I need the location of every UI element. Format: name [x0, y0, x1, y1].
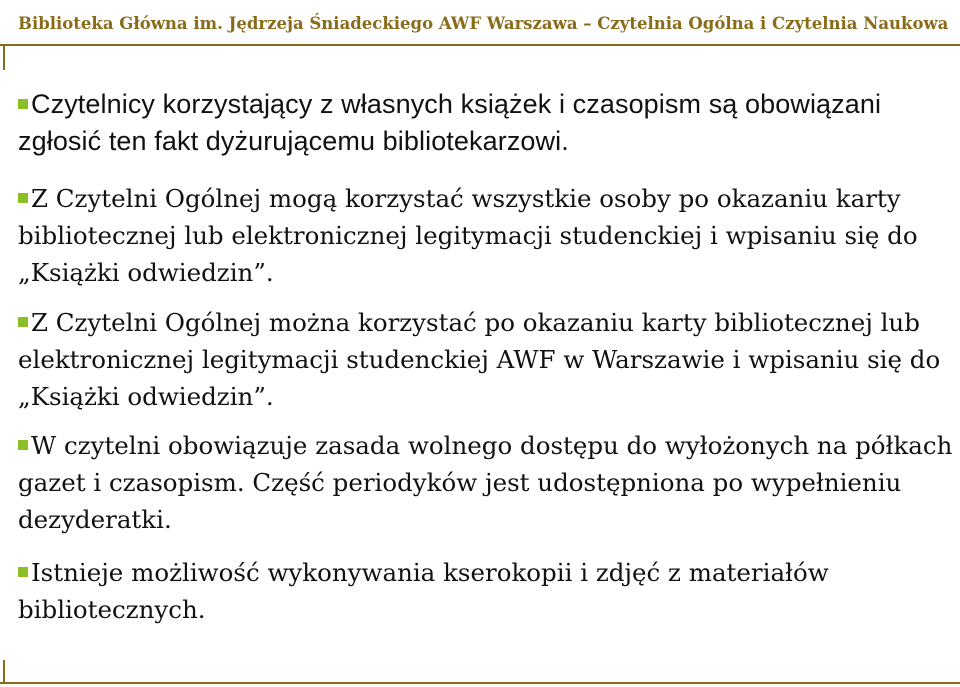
- list-item-text: Z Czytelni Ogólnej można korzystać po okazaniu karty bibliotecznej lub elektronicznej legitymacji studenckiej AWF w Warszawie i wpisaniu się do „Książki odwiedzin”.: [18, 308, 941, 411]
- slide-header: [0, 0, 960, 70]
- list-item: [18, 180, 953, 291]
- square-bullet-icon: [18, 317, 28, 327]
- list-item-text: Z Czytelni Ogólnej mogą korzystać wszystkie osoby po okazaniu karty bibliotecznej lub elektronicznej legitymacji studenckiej i wpisaniu się do „Książki odwiedzin”.: [18, 184, 918, 287]
- header-divider: [0, 44, 960, 46]
- footer-left-accent: [3, 660, 5, 684]
- header-left-accent: [3, 44, 5, 70]
- list-item: [18, 304, 953, 415]
- list-item-text: W czytelni obowiązuje zasada wolnego dostępu do wyłożonych na półkach gazet i czasopism. Część periodyków jest udostępniona po wypełnieniu dezyderatki.: [18, 431, 953, 534]
- square-bullet-icon: [18, 99, 28, 109]
- list-item-text: Czytelnicy korzystający z własnych książek i czasopism są obowiązani zgłosić ten fakt dyżurującemu bibliotekarzowi.: [18, 89, 882, 156]
- footer-divider: [0, 682, 960, 684]
- list-item-text: Istnieje możliwość wykonywania kserokopii i zdjęć z materiałów bibliotecznych.: [18, 558, 829, 624]
- square-bullet-icon: [18, 193, 28, 203]
- list-item: [18, 554, 953, 628]
- list-item: [18, 427, 953, 538]
- bullet-list: [18, 86, 953, 647]
- square-bullet-icon: [18, 440, 28, 450]
- page-title: Biblioteka Główna im. Jędrzeja Śniadeckiego AWF Warszawa – Czytelnia Ogólna i Czytelnia Naukowa: [18, 14, 949, 33]
- list-item: [18, 86, 953, 160]
- square-bullet-icon: [18, 567, 28, 577]
